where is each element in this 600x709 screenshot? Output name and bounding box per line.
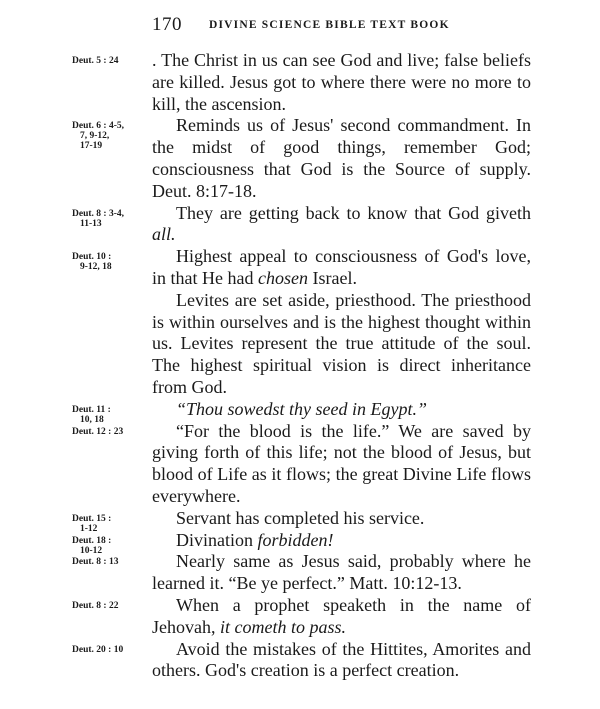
paragraph (152, 551, 531, 595)
text-run: Avoid the mistakes of the Hittites, Amorites and others. God's creation is a perfect creation. (152, 638, 531, 681)
page-header (152, 14, 532, 38)
text-entry (0, 421, 600, 508)
text-run: Nearly same as Jesus said, probably where he learned it. “Be ye perfect.” Matt. 10:12-13. (152, 551, 531, 594)
text-run: Israel. (307, 267, 357, 288)
reference-line: Deut. 10 : (72, 252, 112, 263)
margin-scripture-reference (72, 427, 152, 437)
reference-line: Deut. 11 : (72, 404, 111, 415)
reference-line: Deut. 5 : 24 (72, 56, 119, 66)
margin-scripture-reference (72, 56, 152, 66)
reference-line: 7, 9-12, (80, 131, 110, 142)
text-entry (0, 595, 600, 639)
text-entry (0, 639, 600, 683)
reference-line: 1-12 (80, 523, 98, 534)
text-entry (0, 551, 600, 595)
paragraph (152, 290, 531, 399)
page-body (0, 50, 600, 682)
paragraph (152, 50, 531, 115)
text-entry (0, 507, 600, 534)
reference-line: Deut. 18 : (72, 535, 112, 546)
paragraph (152, 399, 531, 421)
paragraph (152, 530, 531, 552)
reference-line: Deut. 12 : 23 (72, 426, 124, 437)
reference-line: 10-12 (80, 545, 103, 556)
text-run: Reminds us of Jesus' second commandment. In the midst of good things, remember God; consciousness that God is the Source of supply. Deut. 8:17-18. (152, 115, 531, 201)
margin-scripture-reference (72, 121, 152, 151)
italic-text: all. (152, 224, 176, 245)
reference-line: Deut. 8 : 22 (72, 600, 119, 611)
reference-line: Deut. 15 : (72, 513, 112, 524)
reference-line: 11-13 (80, 218, 102, 229)
text-entry (0, 529, 600, 556)
paragraph (152, 203, 531, 247)
text-run: “For the blood is the life.” We are saved by giving forth of this life; not the blood of Jesus, but blood of Life as it flows; the great Divine Life flows everywhere. (152, 420, 531, 506)
paragraph (152, 639, 531, 683)
margin-scripture-reference (72, 557, 152, 567)
running-head: DIVINE SCIENCE BIBLE TEXT BOOK (209, 19, 450, 31)
paragraph (152, 421, 531, 508)
text-entry (0, 246, 600, 290)
text-entry (0, 398, 600, 425)
text-run: Divination (176, 529, 258, 550)
page-number: 170 (152, 14, 182, 35)
reference-line: 9-12, 18 (80, 262, 112, 273)
italic-text: chosen (257, 267, 308, 288)
reference-line: Deut. 20 : 10 (72, 644, 124, 655)
paragraph (152, 595, 531, 639)
margin-scripture-reference (72, 601, 152, 611)
margin-scripture-reference (72, 252, 152, 272)
text-entry (0, 290, 600, 399)
text-run: Highest appeal to consciousness of God's love, in that He had (152, 246, 531, 288)
text-run: They are getting back to know that God giveth (176, 202, 531, 223)
text-run: Servant has completed his service. (176, 507, 425, 528)
italic-text: forbidden! (257, 529, 334, 550)
text-run: . The Christ in us can see God and live; false beliefs are killed. Jesus got to where there were no more to kill, the ascension. (152, 50, 531, 114)
reference-line: 10, 18 (80, 414, 104, 425)
italic-text: “Thou sowedst thy seed in Egypt.” (176, 398, 427, 419)
text-run: When a prophet speaketh in the name of Jehovah, (152, 594, 531, 637)
paragraph (152, 115, 531, 202)
text-run: Levites are set aside, priesthood. The priesthood is within ourselves and is the highest thought within us. Levites represent the true attitude of the soul. The highest spiritual vision is direct inheritance from God. (152, 289, 531, 397)
paragraph (152, 508, 531, 530)
margin-scripture-reference (72, 645, 152, 655)
reference-line: Deut. 6 : 4-5, (72, 121, 124, 132)
text-entry (0, 203, 600, 247)
italic-text: it cometh to pass. (219, 616, 346, 637)
paragraph (152, 246, 531, 290)
reference-line: Deut. 8 : 3-4, (72, 208, 124, 219)
margin-scripture-reference (72, 209, 152, 229)
reference-line: 17-19 (80, 141, 103, 152)
reference-line: Deut. 8 : 13 (72, 557, 119, 568)
text-entry (0, 50, 600, 115)
text-entry (0, 115, 600, 202)
